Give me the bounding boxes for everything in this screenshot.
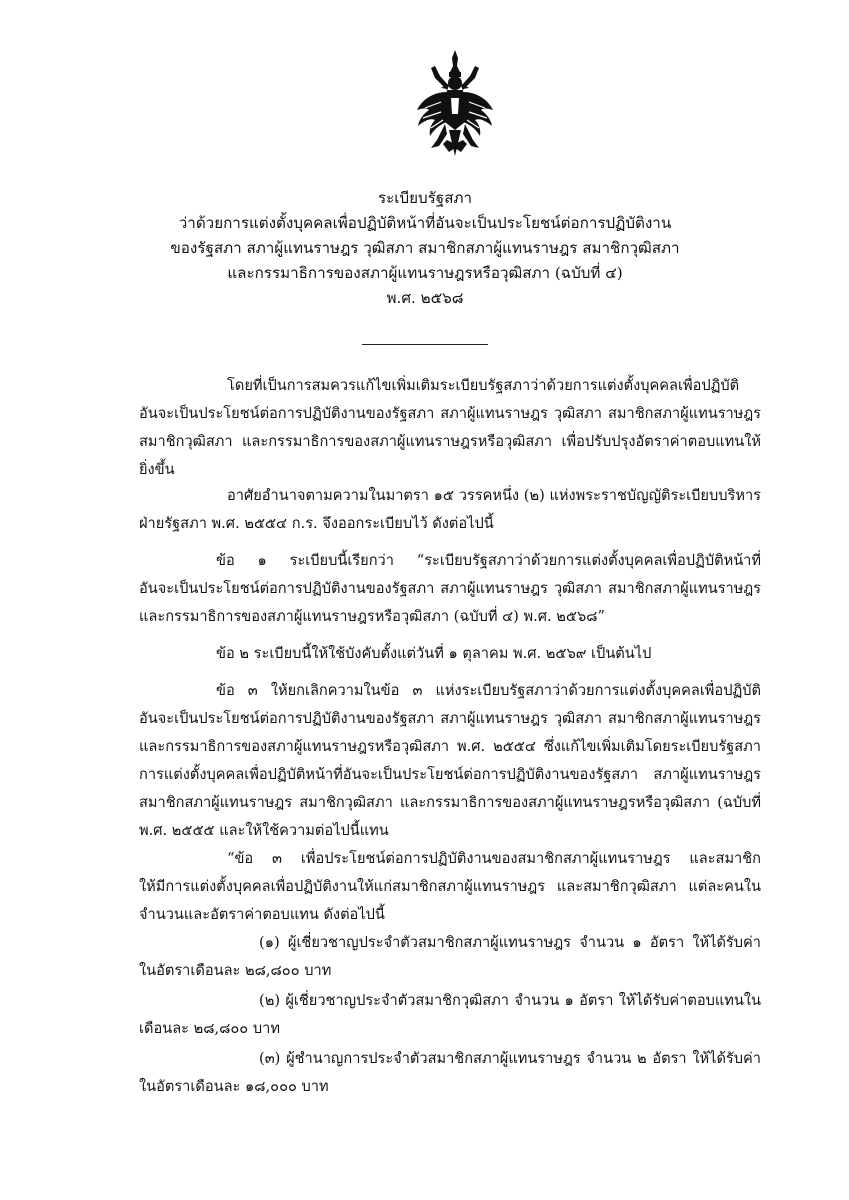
- title-line: ว่าด้วยการแต่งตั้งบุคคลเพื่อปฏิบัติหน้าที่อันจะเป็นประโยชน์ต่อการปฏิบัติงาน: [178, 214, 672, 232]
- clause-1-line: และกรรมาธิการของสภาผู้แทนราษฎรหรือวุฒิสภา (ฉบับที่ ๔) พ.ศ. ๒๕๖๘”: [139, 608, 605, 625]
- new-clause-3-line: จำนวนและอัตราค่าตอบแทน ดังต่อไปนี้: [139, 906, 385, 923]
- item-line: เดือนละ ๒๘,๘๐๐ บาท: [139, 1020, 280, 1037]
- item-line: (๓) ผู้ชำนาญการประจำตัวสมาชิกสภาผู้แทนราษฎร จำนวน ๒ อัตรา ให้ได้รับค่า: [259, 1050, 761, 1067]
- preamble-line: อันจะเป็นประโยชน์ต่อการปฏิบัติงานของรัฐสภา สภาผู้แทนราษฎร วุฒิสภา สมาชิกสภาผู้แทนราษฎร: [139, 405, 761, 422]
- authority-line: ฝ่ายรัฐสภา พ.ศ. ๒๕๕๔ ก.ร. จึงออกระเบียบไว้ ดังต่อไปนี้: [139, 515, 494, 532]
- clause-3-line: ข้อ ๓ ให้ยกเลิกความในข้อ ๓ แห่งระเบียบรัฐสภาว่าด้วยการแต่งตั้งบุคคลเพื่อปฏิบัติ: [216, 682, 761, 699]
- clause-3-line: การแต่งตั้งบุคคลเพื่อปฏิบัติหน้าที่อันจะเป็นประโยชน์ต่อการปฏิบัติงานของรัฐสภา สภาผู้แทนราษฎร: [139, 766, 761, 783]
- item-line: (๑) ผู้เชี่ยวชาญประจำตัวสมาชิกสภาผู้แทนราษฎร จำนวน ๑ อัตรา ให้ได้รับค่า: [259, 934, 761, 951]
- new-clause-3-line: ให้มีการแต่งตั้งบุคคลเพื่อปฏิบัติงานให้แก่สมาชิกสภาผู้แทนราษฎร และสมาชิกวุฒิสภา แต่ละคนใน: [139, 878, 761, 895]
- clause-3-line: และกรรมาธิการของสภาผู้แทนราษฎรหรือวุฒิสภา พ.ศ. ๒๕๕๔ ซึ่งแก้ไขเพิ่มเติมโดยระเบียบรัฐสภา: [139, 738, 761, 755]
- title-line: ระเบียบรัฐสภา: [377, 189, 473, 207]
- title-line: พ.ศ. ๒๕๖๘: [386, 289, 464, 307]
- preamble-line: โดยที่เป็นการสมควรแก้ไขเพิ่มเติมระเบียบรัฐสภาว่าด้วยการแต่งตั้งบุคคลเพื่อปฏิบัติ: [227, 377, 740, 394]
- clause-3-line: อันจะเป็นประโยชน์ต่อการปฏิบัติงานของรัฐสภา สภาผู้แทนราษฎร วุฒิสภา สมาชิกสภาผู้แทนราษฎร: [139, 710, 761, 727]
- preamble-line: สมาชิกวุฒิสภา และกรรมาธิการของสภาผู้แทนราษฎรหรือวุฒิสภา เพื่อปรับปรุงอัตราค่าตอบแทนให้: [139, 433, 761, 450]
- clause-2-line: ข้อ ๒ ระเบียบนี้ให้ใช้บังคับตั้งแต่วันที่ ๑ ตุลาคม พ.ศ. ๒๕๖๙ เป็นต้นไป: [216, 645, 652, 662]
- clause-3-line: สมาชิกสภาผู้แทนราษฎร สมาชิกวุฒิสภา และกรรมาธิการของสภาผู้แทนราษฎรหรือวุฒิสภา (ฉบับที่: [139, 794, 761, 811]
- title-line: และกรรมาธิการของสภาผู้แทนราษฎรหรือวุฒิสภา (ฉบับที่ ๔): [227, 264, 623, 282]
- authority-line: อาศัยอำนาจตามความในมาตรา ๑๕ วรรคหนึ่ง (๒) แห่งพระราชบัญญัติระเบียบบริหาร: [227, 487, 761, 504]
- item-line: ในอัตราเดือนละ ๑๘,๐๐๐ บาท: [139, 1078, 329, 1095]
- clause-3-line: พ.ศ. ๒๕๕๕ และให้ใช้ความต่อไปนี้แทน: [139, 822, 389, 839]
- clause-1-line: อันจะเป็นประโยชน์ต่อการปฏิบัติงานของรัฐสภา สภาผู้แทนราษฎร วุฒิสภา สมาชิกสภาผู้แทนราษฎร: [139, 580, 761, 597]
- title-line: ของรัฐสภา สภาผู้แทนราษฎร วุฒิสภา สมาชิกสภาผู้แทนราษฎร สมาชิกวุฒิสภา: [170, 239, 680, 257]
- item-line: ในอัตราเดือนละ ๒๘,๘๐๐ บาท: [139, 962, 332, 979]
- preamble-line: ยิ่งขึ้น: [139, 461, 175, 478]
- new-clause-3-line: “ข้อ ๓ เพื่อประโยชน์ต่อการปฏิบัติงานของสมาชิกสภาผู้แทนราษฎร และสมาชิก: [227, 850, 761, 867]
- clause-1-line: ข้อ ๑ ระเบียบนี้เรียกว่า “ระเบียบรัฐสภาว่าด้วยการแต่งตั้งบุคคลเพื่อปฏิบัติหน้าที่: [216, 552, 761, 569]
- item-line: (๒) ผู้เชี่ยวชาญประจำตัวสมาชิกวุฒิสภา จำนวน ๑ อัตรา ให้ได้รับค่าตอบแทนใน: [259, 992, 761, 1009]
